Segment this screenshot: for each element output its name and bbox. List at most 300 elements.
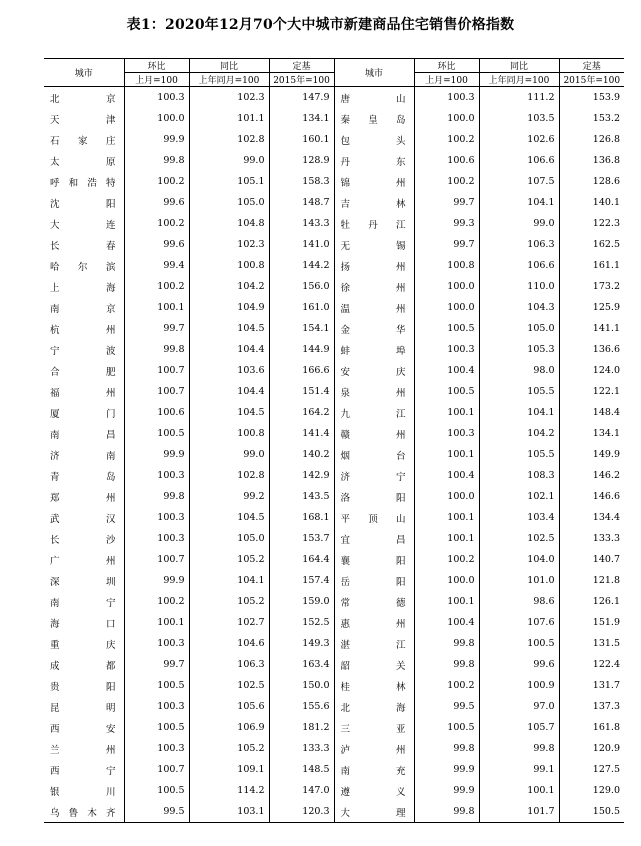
table-row: [44, 759, 624, 780]
table-row: [44, 696, 624, 717]
index-cell-mom: 99.7: [414, 234, 479, 255]
index-cell-yoy: 103.1: [189, 801, 269, 823]
index-cell-yoy: 104.0: [479, 549, 559, 570]
index-cell-base: 133.3: [269, 738, 334, 759]
index-cell-yoy: 105.5: [479, 381, 559, 402]
index-cell-mom: 100.4: [414, 360, 479, 381]
index-cell-yoy: 104.5: [189, 507, 269, 528]
index-cell-yoy: 104.3: [479, 297, 559, 318]
index-cell-base: 133.3: [559, 528, 624, 549]
price-index-table: [44, 58, 624, 823]
index-cell-base: 131.5: [559, 633, 624, 654]
table-row: [44, 444, 624, 465]
table-row: [44, 654, 624, 675]
index-cell-mom: 100.2: [124, 276, 189, 297]
index-cell-yoy: 102.6: [479, 129, 559, 150]
index-cell-base: 163.4: [269, 654, 334, 675]
city-name-cell: 湛江: [334, 633, 414, 654]
index-cell-yoy: 101.1: [189, 108, 269, 129]
index-cell-yoy: 100.1: [479, 780, 559, 801]
table-row: [44, 108, 624, 129]
index-cell-yoy: 105.2: [189, 738, 269, 759]
index-cell-base: 125.9: [559, 297, 624, 318]
index-cell-yoy: 104.1: [479, 192, 559, 213]
index-cell-mom: 100.3: [124, 507, 189, 528]
index-cell-yoy: 104.4: [189, 339, 269, 360]
index-cell-yoy: 102.8: [189, 465, 269, 486]
table-row: [44, 528, 624, 549]
index-cell-yoy: 99.0: [189, 444, 269, 465]
index-cell-base: 134.1: [559, 423, 624, 444]
index-cell-mom: 99.8: [414, 738, 479, 759]
index-cell-mom: 99.8: [124, 150, 189, 171]
index-cell-yoy: 98.0: [479, 360, 559, 381]
index-cell-mom: 100.4: [414, 465, 479, 486]
table-row: [44, 402, 624, 423]
city-name-cell: 西安: [50, 723, 116, 735]
city-name-cell: 唐山: [334, 87, 414, 109]
index-cell-base: 122.3: [559, 213, 624, 234]
city-name-cell: 平顶山: [334, 507, 414, 528]
index-cell-base: 160.1: [269, 129, 334, 150]
index-cell-mom: 99.9: [124, 444, 189, 465]
index-cell-mom: 100.5: [414, 318, 479, 339]
index-cell-mom: 99.8: [414, 801, 479, 823]
index-cell-mom: 100.6: [414, 150, 479, 171]
index-cell-mom: 99.9: [124, 129, 189, 150]
table-row: [44, 570, 624, 591]
index-cell-mom: 100.1: [414, 444, 479, 465]
index-cell-base: 148.5: [269, 759, 334, 780]
table-row: [44, 591, 624, 612]
index-cell-base: 144.9: [269, 339, 334, 360]
index-cell-base: 128.6: [559, 171, 624, 192]
city-name-cell: 韶关: [334, 654, 414, 675]
index-cell-yoy: 102.5: [479, 528, 559, 549]
index-cell-yoy: 100.5: [479, 633, 559, 654]
index-cell-base: 134.4: [559, 507, 624, 528]
table-row: [44, 381, 624, 402]
city-name-cell: 杭州: [50, 324, 116, 336]
index-cell-yoy: 102.7: [189, 612, 269, 633]
index-cell-yoy: 105.7: [479, 717, 559, 738]
column-header-city: 城市: [334, 59, 414, 87]
index-cell-base: 143.3: [269, 213, 334, 234]
city-name-cell: 烟台: [334, 444, 414, 465]
index-cell-base: 129.0: [559, 780, 624, 801]
index-cell-mom: 100.3: [124, 87, 189, 109]
index-cell-base: 154.1: [269, 318, 334, 339]
city-name-cell: 泉州: [334, 381, 414, 402]
city-name-cell: 徐州: [334, 276, 414, 297]
index-cell-yoy: 102.3: [189, 234, 269, 255]
index-cell-base: 122.4: [559, 654, 624, 675]
table-row: [44, 171, 624, 192]
index-cell-base: 126.8: [559, 129, 624, 150]
city-name-cell: 哈尔滨: [50, 261, 116, 273]
table-row: [44, 234, 624, 255]
table-row: [44, 297, 624, 318]
table-row: [44, 87, 624, 109]
index-cell-mom: 100.7: [124, 381, 189, 402]
index-cell-yoy: 105.0: [479, 318, 559, 339]
index-cell-base: 159.0: [269, 591, 334, 612]
index-cell-base: 164.2: [269, 402, 334, 423]
table-row: [44, 801, 624, 823]
index-cell-mom: 99.7: [124, 318, 189, 339]
index-cell-mom: 99.3: [414, 213, 479, 234]
index-cell-base: 144.2: [269, 255, 334, 276]
index-cell-yoy: 102.5: [189, 675, 269, 696]
index-cell-yoy: 105.0: [189, 192, 269, 213]
index-cell-mom: 100.5: [124, 780, 189, 801]
table-row: [44, 549, 624, 570]
index-cell-base: 157.4: [269, 570, 334, 591]
index-cell-yoy: 100.8: [189, 255, 269, 276]
city-name-cell: 上海: [50, 282, 116, 294]
city-name-cell: 银川: [50, 786, 116, 798]
city-name-cell: 赣州: [334, 423, 414, 444]
index-cell-mom: 100.3: [124, 738, 189, 759]
index-cell-base: 124.0: [559, 360, 624, 381]
city-name-cell: 兰州: [50, 744, 116, 756]
city-name-cell: 济宁: [334, 465, 414, 486]
index-cell-mom: 100.5: [414, 717, 479, 738]
index-cell-mom: 100.7: [124, 759, 189, 780]
index-cell-mom: 100.5: [124, 675, 189, 696]
city-name-cell: 洛阳: [334, 486, 414, 507]
index-cell-yoy: 105.2: [189, 591, 269, 612]
table-row: [44, 255, 624, 276]
index-cell-mom: 99.9: [414, 780, 479, 801]
index-cell-yoy: 105.0: [189, 528, 269, 549]
index-cell-mom: 100.1: [124, 612, 189, 633]
city-name-cell: 温州: [334, 297, 414, 318]
index-cell-base: 120.9: [559, 738, 624, 759]
index-cell-yoy: 99.1: [479, 759, 559, 780]
column-header-city: 城市: [44, 59, 124, 87]
index-cell-yoy: 104.6: [189, 633, 269, 654]
index-cell-base: 156.0: [269, 276, 334, 297]
index-cell-mom: 100.2: [414, 129, 479, 150]
index-cell-mom: 99.8: [414, 654, 479, 675]
index-cell-mom: 100.0: [414, 570, 479, 591]
index-cell-base: 127.5: [559, 759, 624, 780]
column-subheader-yoy: 上年同月=100: [479, 73, 559, 87]
city-name-cell: 宁波: [50, 345, 116, 357]
header-row-1: [44, 59, 624, 73]
index-cell-base: 121.8: [559, 570, 624, 591]
index-cell-yoy: 104.1: [479, 402, 559, 423]
column-header-base: 定基: [269, 59, 334, 73]
table-row: [44, 507, 624, 528]
city-name-cell: 合肥: [50, 366, 116, 378]
index-cell-yoy: 106.3: [189, 654, 269, 675]
index-cell-yoy: 103.6: [189, 360, 269, 381]
index-cell-mom: 99.4: [124, 255, 189, 276]
index-cell-yoy: 105.3: [479, 339, 559, 360]
index-cell-yoy: 106.9: [189, 717, 269, 738]
city-name-cell: 金华: [334, 318, 414, 339]
index-cell-yoy: 105.1: [189, 171, 269, 192]
index-cell-yoy: 105.2: [189, 549, 269, 570]
table-row: [44, 738, 624, 759]
index-cell-base: 151.9: [559, 612, 624, 633]
index-cell-mom: 100.0: [124, 108, 189, 129]
city-name-cell: 成都: [50, 660, 116, 672]
index-cell-mom: 100.6: [124, 402, 189, 423]
index-cell-yoy: 99.8: [479, 738, 559, 759]
index-cell-mom: 99.6: [124, 234, 189, 255]
city-name-cell: 南宁: [50, 597, 116, 609]
index-cell-base: 161.8: [559, 717, 624, 738]
index-cell-mom: 100.7: [124, 549, 189, 570]
index-cell-yoy: 101.0: [479, 570, 559, 591]
index-cell-base: 164.4: [269, 549, 334, 570]
city-name-cell: 桂林: [334, 675, 414, 696]
index-cell-mom: 99.7: [414, 192, 479, 213]
index-cell-yoy: 105.5: [479, 444, 559, 465]
column-subheader-mom: 上月=100: [414, 73, 479, 87]
column-header-base: 定基: [559, 59, 624, 73]
table-row: [44, 780, 624, 801]
index-cell-mom: 100.7: [124, 360, 189, 381]
index-cell-base: 148.4: [559, 402, 624, 423]
index-cell-mom: 100.3: [414, 423, 479, 444]
index-cell-base: 153.9: [559, 87, 624, 109]
index-cell-yoy: 97.0: [479, 696, 559, 717]
index-cell-yoy: 104.9: [189, 297, 269, 318]
index-cell-base: 153.7: [269, 528, 334, 549]
table-row: [44, 486, 624, 507]
city-name-cell: 海口: [50, 618, 116, 630]
index-cell-yoy: 99.2: [189, 486, 269, 507]
index-cell-yoy: 106.3: [479, 234, 559, 255]
table-body: [44, 87, 624, 823]
index-cell-mom: 100.0: [414, 297, 479, 318]
city-name-cell: 九江: [334, 402, 414, 423]
index-cell-mom: 100.5: [414, 381, 479, 402]
index-cell-base: 136.6: [559, 339, 624, 360]
index-cell-mom: 99.8: [124, 339, 189, 360]
city-name-cell: 大理: [334, 801, 414, 823]
city-name-cell: 武汉: [50, 513, 116, 525]
index-cell-yoy: 106.6: [479, 255, 559, 276]
city-name-cell: 无锡: [334, 234, 414, 255]
index-cell-base: 181.2: [269, 717, 334, 738]
table-row: [44, 339, 624, 360]
city-name-cell: 包头: [334, 129, 414, 150]
city-name-cell: 大连: [50, 219, 116, 231]
index-cell-base: 143.5: [269, 486, 334, 507]
city-name-cell: 呼和浩特: [50, 177, 116, 189]
city-name-cell: 沈阳: [50, 198, 116, 210]
index-cell-mom: 100.3: [414, 339, 479, 360]
index-cell-yoy: 104.4: [189, 381, 269, 402]
index-cell-base: 149.3: [269, 633, 334, 654]
city-name-cell: 北海: [334, 696, 414, 717]
table-row: [44, 423, 624, 444]
index-cell-mom: 100.3: [124, 528, 189, 549]
city-name-cell: 遵义: [334, 780, 414, 801]
column-subheader-base: 2015年=100: [269, 73, 334, 87]
column-subheader-mom: 上月=100: [124, 73, 189, 87]
index-cell-base: 147.0: [269, 780, 334, 801]
index-cell-yoy: 104.5: [189, 402, 269, 423]
table-row: [44, 318, 624, 339]
index-cell-yoy: 104.8: [189, 213, 269, 234]
city-name-cell: 牡丹江: [334, 213, 414, 234]
index-cell-yoy: 102.1: [479, 486, 559, 507]
index-cell-mom: 100.8: [414, 255, 479, 276]
column-subheader-yoy: 上年同月=100: [189, 73, 269, 87]
city-name-cell: 宜昌: [334, 528, 414, 549]
index-cell-mom: 100.1: [414, 507, 479, 528]
index-cell-mom: 99.6: [124, 192, 189, 213]
index-cell-yoy: 111.2: [479, 87, 559, 109]
index-cell-mom: 99.8: [124, 486, 189, 507]
table-row: [44, 465, 624, 486]
city-name-cell: 长沙: [50, 534, 116, 546]
city-name-cell: 扬州: [334, 255, 414, 276]
city-name-cell: 厦门: [50, 408, 116, 420]
index-cell-base: 162.5: [559, 234, 624, 255]
city-name-cell: 襄阳: [334, 549, 414, 570]
index-cell-mom: 100.4: [414, 612, 479, 633]
index-cell-mom: 100.2: [124, 213, 189, 234]
table-row: [44, 633, 624, 654]
column-subheader-base: 2015年=100: [559, 73, 624, 87]
city-name-cell: 广州: [50, 555, 116, 567]
city-name-cell: 青岛: [50, 471, 116, 483]
index-cell-mom: 99.5: [124, 801, 189, 823]
index-cell-base: 140.2: [269, 444, 334, 465]
index-cell-base: 149.9: [559, 444, 624, 465]
index-cell-yoy: 100.9: [479, 675, 559, 696]
table-row: [44, 192, 624, 213]
table-row: [44, 150, 624, 171]
index-cell-mom: 100.3: [124, 633, 189, 654]
index-cell-yoy: 109.1: [189, 759, 269, 780]
table-row: [44, 129, 624, 150]
index-cell-yoy: 102.3: [189, 87, 269, 109]
index-cell-mom: 100.2: [124, 591, 189, 612]
index-cell-base: 128.9: [269, 150, 334, 171]
index-cell-mom: 100.2: [414, 171, 479, 192]
column-header-yoy: 同比: [189, 59, 269, 73]
index-cell-base: 140.1: [559, 192, 624, 213]
index-cell-mom: 100.1: [124, 297, 189, 318]
index-cell-mom: 100.0: [414, 108, 479, 129]
index-cell-mom: 99.9: [414, 759, 479, 780]
index-cell-base: 136.8: [559, 150, 624, 171]
index-cell-base: 161.0: [269, 297, 334, 318]
table-row: [44, 717, 624, 738]
index-cell-yoy: 106.6: [479, 150, 559, 171]
index-cell-yoy: 99.6: [479, 654, 559, 675]
index-cell-yoy: 104.2: [189, 276, 269, 297]
city-name-cell: 惠州: [334, 612, 414, 633]
city-name-cell: 郑州: [50, 492, 116, 504]
index-cell-mom: 100.2: [124, 171, 189, 192]
index-cell-yoy: 103.5: [479, 108, 559, 129]
city-name-cell: 贵阳: [50, 681, 116, 693]
index-cell-base: 142.9: [269, 465, 334, 486]
index-cell-yoy: 98.6: [479, 591, 559, 612]
table-row: [44, 276, 624, 297]
index-cell-yoy: 101.7: [479, 801, 559, 823]
index-cell-mom: 99.5: [414, 696, 479, 717]
index-cell-mom: 100.5: [124, 717, 189, 738]
city-name-cell: 济南: [50, 450, 116, 462]
index-cell-yoy: 103.4: [479, 507, 559, 528]
index-cell-base: 134.1: [269, 108, 334, 129]
city-name-cell: 石家庄: [50, 135, 116, 147]
city-name-cell: 常德: [334, 591, 414, 612]
index-cell-yoy: 104.5: [189, 318, 269, 339]
index-cell-yoy: 108.3: [479, 465, 559, 486]
city-name-cell: 重庆: [50, 639, 116, 651]
index-cell-mom: 100.3: [124, 465, 189, 486]
index-cell-mom: 100.1: [414, 591, 479, 612]
city-name-cell: 吉林: [334, 192, 414, 213]
index-cell-base: 141.0: [269, 234, 334, 255]
index-cell-base: 166.6: [269, 360, 334, 381]
index-cell-base: 173.2: [559, 276, 624, 297]
index-cell-yoy: 99.0: [479, 213, 559, 234]
index-cell-base: 161.1: [559, 255, 624, 276]
column-header-mom: 环比: [414, 59, 479, 73]
city-name-cell: 安庆: [334, 360, 414, 381]
index-cell-yoy: 100.8: [189, 423, 269, 444]
index-cell-base: 141.4: [269, 423, 334, 444]
city-name-cell: 岳阳: [334, 570, 414, 591]
city-name-cell: 天津: [50, 114, 116, 126]
index-cell-yoy: 105.6: [189, 696, 269, 717]
index-cell-mom: 99.9: [124, 570, 189, 591]
index-cell-base: 158.3: [269, 171, 334, 192]
city-name-cell: 昆明: [50, 702, 116, 714]
city-name-cell: 蚌埠: [334, 339, 414, 360]
index-cell-yoy: 107.5: [479, 171, 559, 192]
table-row: [44, 360, 624, 381]
index-cell-base: 146.2: [559, 465, 624, 486]
table-row: [44, 213, 624, 234]
index-cell-base: 137.3: [559, 696, 624, 717]
index-cell-base: 146.6: [559, 486, 624, 507]
index-cell-base: 141.1: [559, 318, 624, 339]
index-cell-mom: 99.7: [124, 654, 189, 675]
index-cell-mom: 100.5: [124, 423, 189, 444]
city-name-cell: 三亚: [334, 717, 414, 738]
index-cell-base: 120.3: [269, 801, 334, 823]
index-cell-yoy: 99.0: [189, 150, 269, 171]
index-cell-mom: 100.2: [414, 675, 479, 696]
index-cell-mom: 100.0: [414, 276, 479, 297]
city-name-cell: 长春: [50, 240, 116, 252]
index-cell-mom: 100.3: [124, 696, 189, 717]
index-cell-yoy: 104.2: [479, 423, 559, 444]
index-cell-base: 153.2: [559, 108, 624, 129]
city-name-cell: 秦皇岛: [334, 108, 414, 129]
index-cell-base: 155.6: [269, 696, 334, 717]
table-row: [44, 612, 624, 633]
table-row: [44, 675, 624, 696]
city-name-cell: 南京: [50, 303, 116, 315]
city-name-cell: 南昌: [50, 429, 116, 441]
index-cell-mom: 100.0: [414, 486, 479, 507]
column-header-yoy: 同比: [479, 59, 559, 73]
